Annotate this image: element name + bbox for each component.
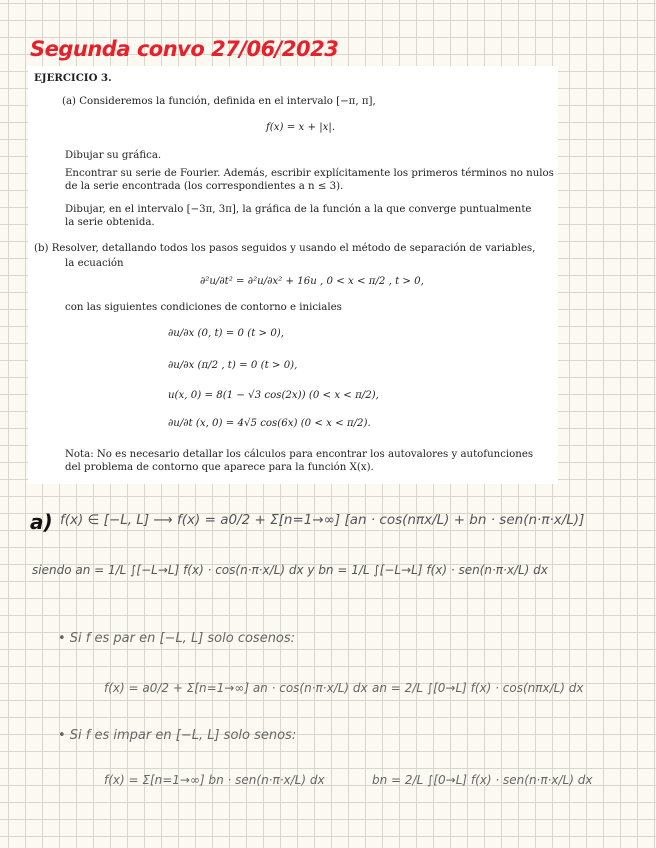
boundary-condition-2: ∂u/∂x (π/2 , t) = 0 (t > 0), — [168, 360, 298, 371]
initial-condition-2: ∂u/∂t (x, 0) = 4√5 cos(6x) (0 < x < π/2). — [168, 418, 371, 429]
part-b-intro-1: (b) Resolver, detallando todos los pasos seguidos y usando el método de separación de variables, — [34, 243, 536, 254]
part-a-convergence-2: la serie obtenida. — [65, 217, 155, 228]
part-b-pde: ∂²u/∂t² = ∂²u/∂x² + 16u , 0 < x < π/2 , t > 0, — [200, 276, 424, 287]
part-a-draw: Dibujar su gráfica. — [65, 150, 162, 161]
fourier-coefficients-formula: siendo an = 1/L ∫[−L→L] f(x) · cos(n·π·x/L) dx y bn = 1/L ∫[−L→L] f(x) · sen(n·π·x/L) dx — [32, 563, 548, 577]
even-function-heading: • Si f es par en [−L, L] solo cosenos: — [58, 631, 296, 646]
cosine-coefficient-formula: an = 2/L ∫[0→L] f(x) · cos(nπx/L) dx — [372, 681, 584, 695]
part-a-function: f(x) = x + |x|. — [266, 122, 336, 133]
initial-condition-1: u(x, 0) = 8(1 − √3 cos(2x)) (0 < x < π/2), — [168, 390, 379, 401]
part-a-convergence-1: Dibujar, en el intervalo [−3π, 3π], la gráfica de la función a la que converge puntualmente — [65, 204, 532, 215]
part-a-fourier-1: Encontrar su serie de Fourier. Además, escribir explícitamente los primeros términos no nulos — [65, 168, 554, 179]
note-1: Nota: No es necesario detallar los cálculos para encontrar los autovalores y autofunciones — [65, 449, 534, 460]
note-2: del problema de contorno que aparece para la función X(x). — [65, 462, 374, 473]
odd-function-heading: • Si f es impar en [−L, L] solo senos: — [58, 728, 297, 743]
part-a-fourier-2: de la serie encontrada (los correspondientes a n ≤ 3). — [65, 181, 344, 192]
sine-coefficient-formula: bn = 2/L ∫[0→L] f(x) · sen(n·π·x/L) dx — [372, 773, 593, 787]
part-a-intro: (a) Consideremos la función, definida en el intervalo [−π, π], — [62, 96, 376, 107]
exercise-statement — [28, 66, 558, 484]
answer-a-label: a) — [30, 510, 53, 534]
cosine-series-formula: f(x) = a0/2 + Σ[n=1→∞] an · cos(n·π·x/L) dx — [104, 681, 368, 695]
exercise-heading: EJERCICIO 3. — [34, 72, 112, 84]
page-title: Segunda convo 27/06/2023 — [30, 37, 339, 61]
part-b-conditions-label: con las siguientes condiciones de contorno e iniciales — [65, 302, 342, 313]
boundary-condition-1: ∂u/∂x (0, t) = 0 (t > 0), — [168, 328, 285, 339]
fourier-series-formula: f(x) ∈ [−L, L] ⟶ f(x) = a0/2 + Σ[n=1→∞] [an · cos(nπx/L) + bn · sen(n·π·x/L)] — [60, 512, 585, 528]
part-b-intro-2: la ecuación — [65, 258, 124, 269]
sine-series-formula: f(x) = Σ[n=1→∞] bn · sen(n·π·x/L) dx — [104, 773, 325, 787]
